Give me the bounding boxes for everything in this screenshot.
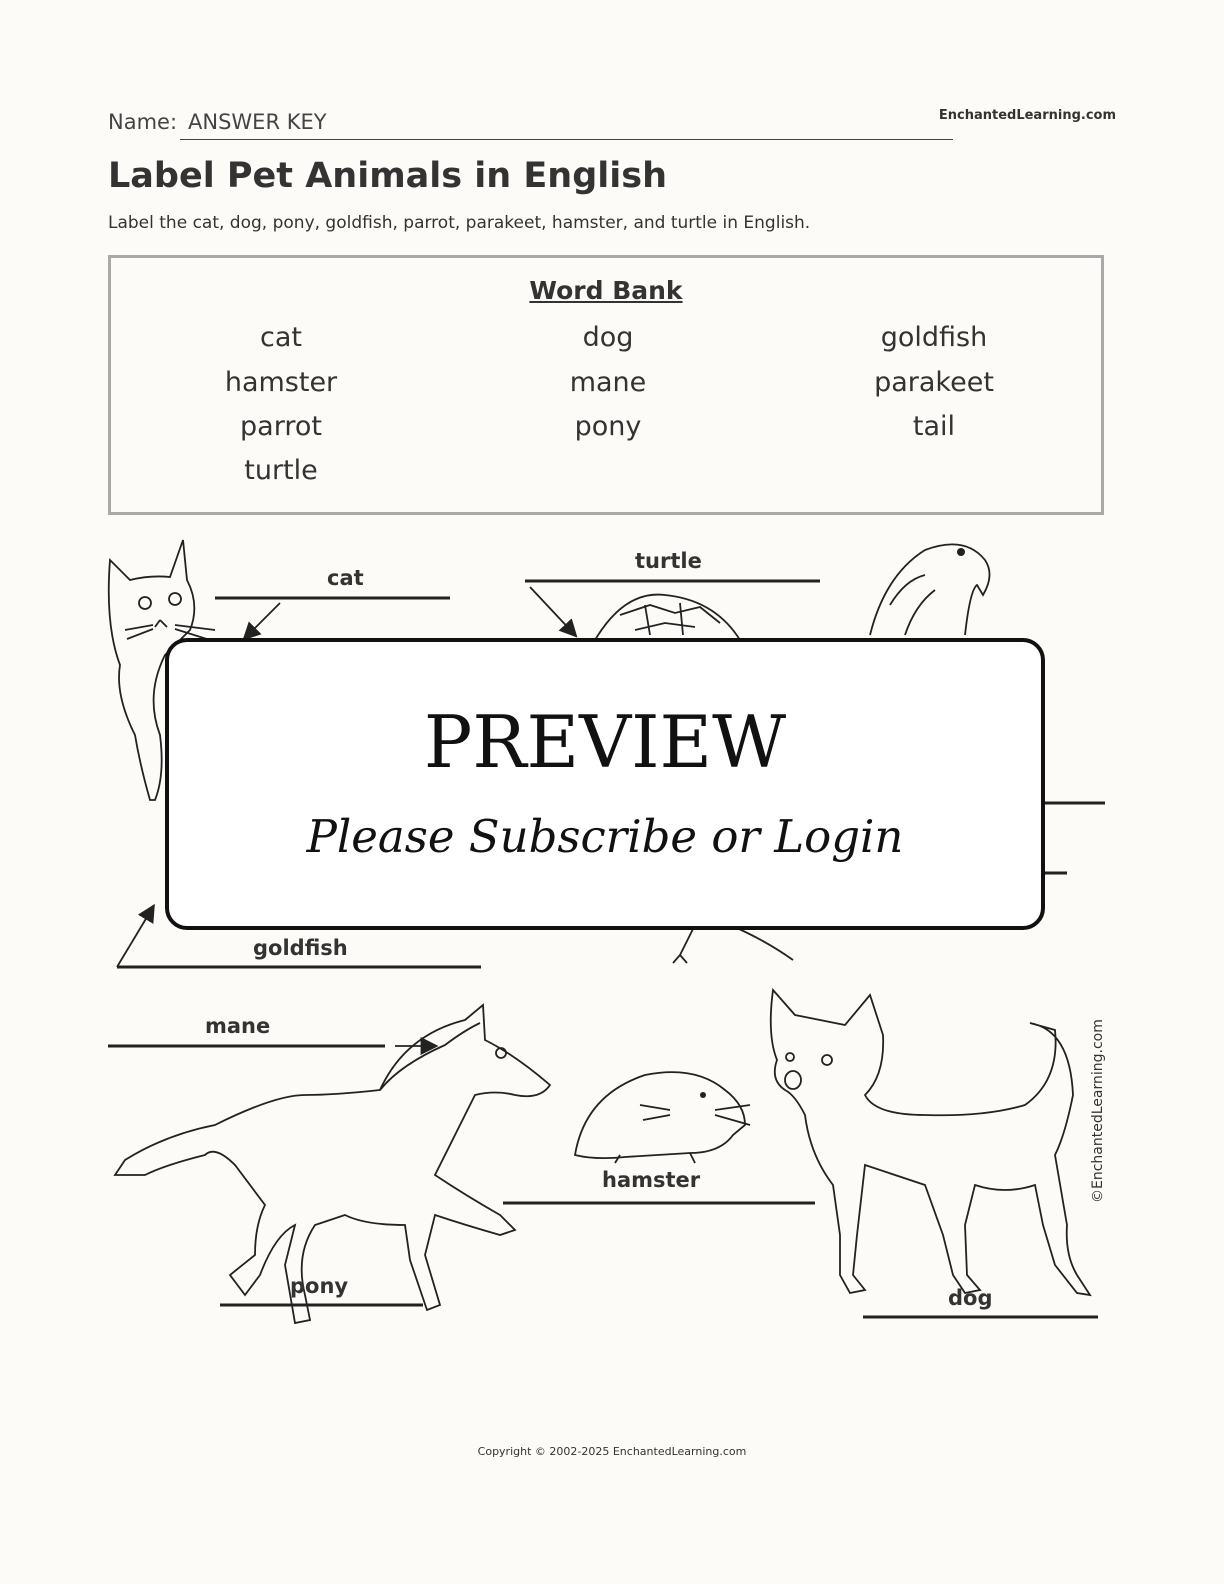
watermark-text: ©EnchantedLearning.com [1090,1019,1106,1203]
word-bank-word: parakeet [874,367,994,398]
word-bank-word: pony [574,411,642,442]
parakeet-feet [673,925,793,963]
preview-overlay[interactable] [165,638,1045,930]
word-bank-word: parrot [240,411,322,442]
turtle-label: turtle [635,549,702,573]
word-bank-word: tail [912,411,956,442]
dog-label: dog [948,1286,993,1310]
preview-subtitle: Please Subscribe or Login [306,810,904,863]
site-tag: EnchantedLearning.com [938,108,1116,123]
copyright: Copyright © 2002-2025 EnchantedLearning.com [477,1445,747,1458]
name-value: ANSWER KEY [188,110,327,134]
turtle-drawing [595,595,740,640]
dog-drawing [771,990,1090,1295]
goldfish-label: goldfish [253,936,348,960]
word-bank-word: cat [260,322,302,353]
instructions: Label the cat, dog, pony, goldfish, parrot, parakeet, hamster, and turtle in English. [108,213,811,233]
word-bank-title: Word Bank [529,276,683,305]
cat-arrow [245,603,280,638]
parrot-drawing [870,544,990,635]
preview-title: PREVIEW [423,700,787,784]
word-bank-word: goldfish [880,322,988,353]
word-bank [108,255,1104,515]
hamster-drawing [575,1072,750,1163]
word-bank-word: hamster [224,367,338,398]
name-line [180,139,953,140]
pony-label: pony [290,1274,349,1298]
word-bank-word: dog [582,322,634,353]
page-title: Label Pet Animals in English [108,156,668,196]
mane-label: mane [205,1014,271,1038]
cat-label: cat [327,566,364,590]
name-label: Name: [108,110,178,134]
name-row [108,108,953,140]
word-bank-word: mane [569,367,647,398]
hamster-label: hamster [602,1168,701,1192]
word-bank-word: turtle [244,455,318,486]
turtle-arrow [530,587,575,635]
goldfish-arrow [117,907,153,967]
